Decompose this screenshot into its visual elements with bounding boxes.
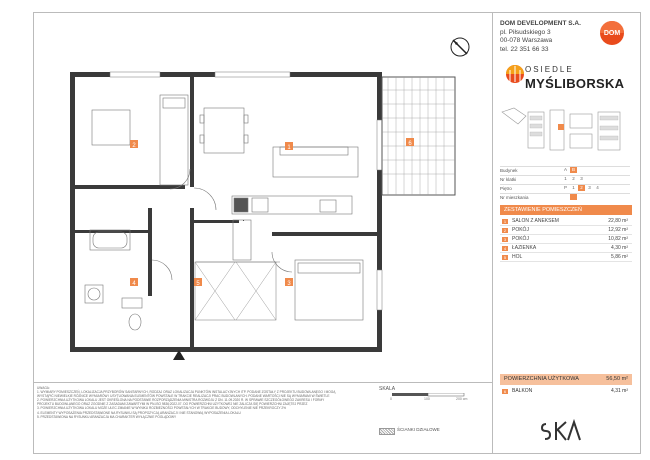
developer-name: DOM DEVELOPMENT S.A. [500,20,581,27]
room-label-4: 4 [132,281,136,287]
room-row: 3 POKÓJ 10,82 m² [500,235,632,244]
room-row: 4 ŁAZIENKA 4,30 m² [500,244,632,253]
developer-street: pl. Piłsudskiego 3 [500,28,551,36]
toilet [129,314,141,330]
balcony-row: 6 BALKON 4,31 m² [503,388,628,394]
info-row-floor: Piętro P 1 2 3 4 [500,184,630,192]
room-label-2: 2 [132,143,136,149]
scale-tick-1: 100 [424,397,430,401]
floor-plan [40,20,480,360]
room-label-1: 1 [287,145,291,151]
info-row-staircase: Nr klatki 1 2 3 [500,175,630,183]
sheet-divider-vertical [492,12,493,454]
walls-legend-swatch [379,428,395,435]
desk-room-2 [92,110,130,145]
info-row-building: Budynek A B [500,166,630,174]
furniture [85,95,363,330]
sink [122,298,142,308]
dining-table [204,108,244,153]
room-label-6: 6 [408,141,412,147]
bed-room-2 [160,95,188,185]
sofa [273,147,358,177]
dom-logo-text: DOM [603,30,621,37]
sheet-divider-horizontal [33,382,493,383]
developer-city: 00-078 Warszawa [500,37,553,44]
rooms-header: ZESTAWIENIE POMIESZCZEŃ [500,205,632,215]
dom-logo-icon [594,19,630,49]
developer-info [500,20,581,54]
room-label-3: 3 [287,281,291,287]
bed-room-3 [295,260,363,320]
total-area-value: 56,50 m² [606,376,628,382]
notes-block: UWAGA: 1. WYMIARY POMIESZCZEŃ, LOKALIZACJA PRZYBORÓW SANITARNYCH, RODZAJ ORAZ LOKALIZACJA PUNKTÓW INSTALACYJNYCH ITP. PODANE ZOSTAŁY Z PROJEKTU BUDOWLANEGO I MOGĄ WYSTĄPIĆ NIEWIELKIE RÓŻNICE WYMIARÓW I USYTUOWANIA ELEMENTÓW POWSTAŁE W TRAKCIE REALIZACJI PRAC BUDOWLANYCH. PODANE WARTOŚCI NIE SĄ WYMIARAMI W ŚWIETLE 2. POWIERZCHNIA UŻYTKOWA LOKALU JEST OKREŚLONA NA PODSTAWIE ROZPORZĄDZENIA MINISTRA ROZWOJU Z DN. 11.09.2020 R. W SPRAWIE SZCZEGÓŁOWEGO ZAKRESU I FORMY PROJEKTU BUDOWLANEGO ORAZ ZGODNIE Z ZASADAMI ZAWARTYMI W PN-ISO 9836:2022-07. DO POWIERZCHNI UŻYTKOWEJ NIE ZALICZA SIĘ POWIERZCHNI ZAJĘTEJ PRZEZ 3. POWIERZCHNIA UŻYTKOWA LOKALU MOŻE ULEC ZMIANIE W WYNIKU ROZBIEŻNOŚCI POWSTAŁYCH W TRAKCIE BUDOWY, ODCHYLENIE NIE PRZEKROCZY 2% 4. ELEMENTY WYPOSAŻENIA PRZEDSTAWIONE NA RYSUNKU SĄ PROPOZYCJĄ ARANŻACJI I NIE STANOWIĄ WYPOSAŻENIA LOKALU 5. PRZEDSTAWIONA NA RYSUNKU ARANŻACJA MA CHARAKTER WYŁĄCZNIE POGLĄDOWY [37,386,336,419]
fridge [233,220,251,260]
room-labels [130,138,414,287]
room-row: 1 SALON Z ANEKSEM 22,80 m² [500,217,632,226]
estate-name-line2: MYŚLIBORSKA [525,76,625,91]
sunrise-logo-icon [505,62,525,90]
kitchen-counter [232,196,352,214]
info-row-apartment: Nr mieszkania [500,193,630,201]
north-arrow-icon [451,38,469,56]
walls-legend-text: ŚCIANKI DZIAŁOWE [397,427,440,432]
total-area-row [500,374,632,385]
total-area-label: POWIERZCHNIA UŻYTKOWA [504,376,579,382]
scale-tick-2: 200 cm [456,397,468,401]
ska-logo-icon [540,418,590,442]
closet-hatching [195,262,276,320]
room-row: 2 POKÓJ 12,92 m² [500,226,632,235]
site-minimap [500,104,630,160]
balcony [382,77,455,195]
scale-tick-0: 0 [390,397,392,401]
room-label-5: 5 [196,281,200,287]
estate-name-line1: OSIEDLE [525,65,574,74]
developer-phone: tel. 22 351 66 33 [500,45,549,53]
room-row: 5 HOL 5,86 m² [500,253,632,262]
scale-label: SKALA [379,386,396,392]
